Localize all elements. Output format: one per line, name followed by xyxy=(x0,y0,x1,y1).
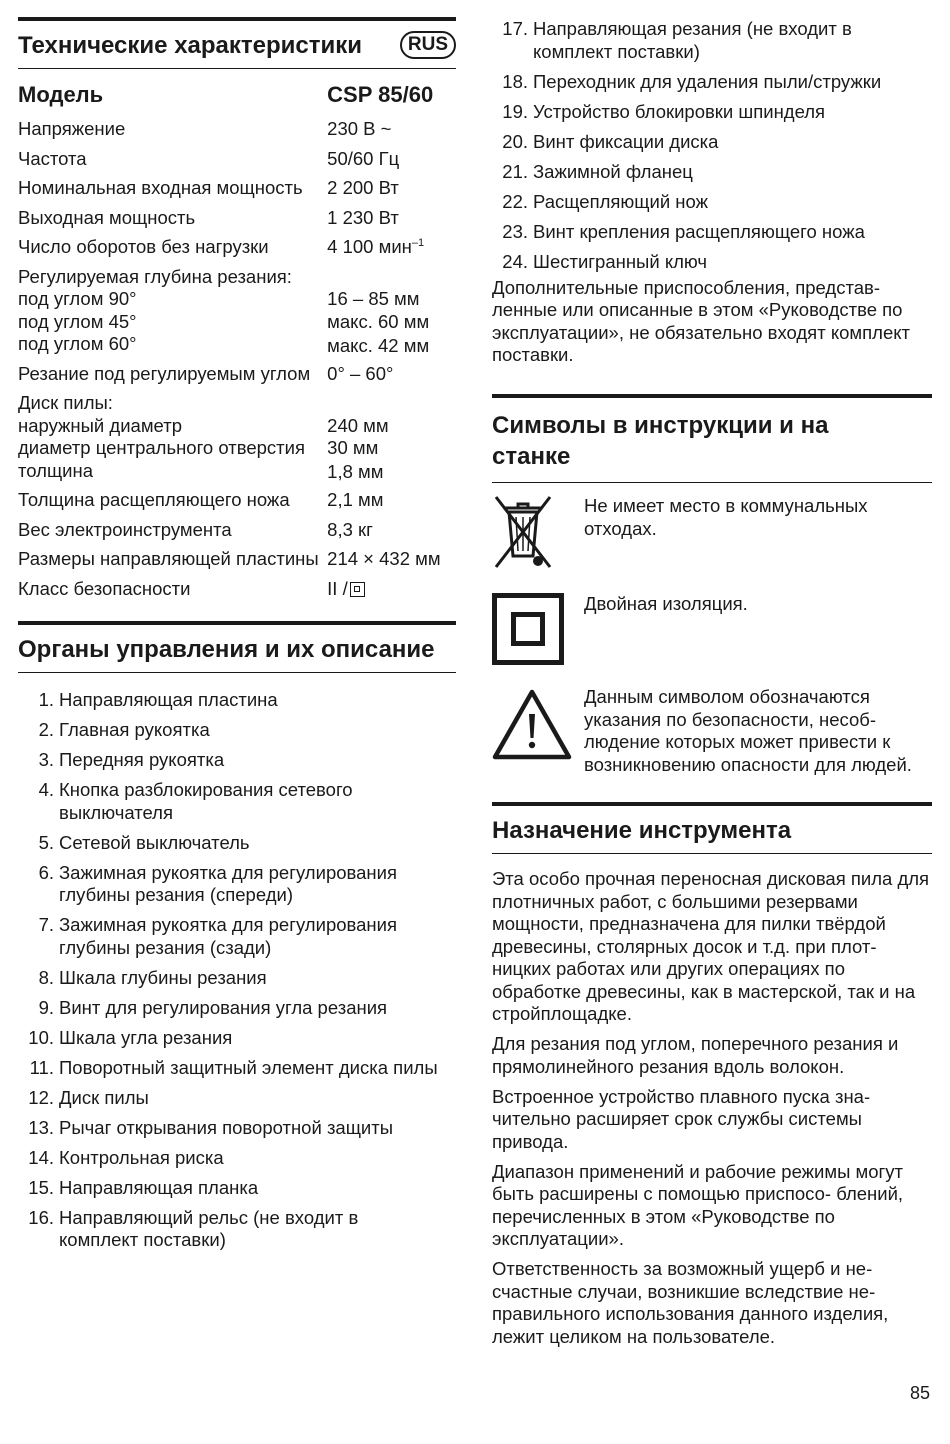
spec-label: Число оборотов без нагрузки xyxy=(18,236,269,257)
list-item: 8. Шкала глубины резания xyxy=(38,966,267,988)
spec-value: 230 В ~ xyxy=(327,118,392,139)
list-item: 14. Контрольная риска xyxy=(28,1146,224,1168)
model-label: Модель xyxy=(18,82,104,107)
spec-label: толщина xyxy=(18,459,94,481)
purpose-title: Назначение инструмента xyxy=(492,817,792,844)
spec-label: Размеры направляющей пластины xyxy=(18,548,319,569)
list-item: 21. Зажимной фланец xyxy=(502,160,693,182)
tech-specs-title: Технические характеристики xyxy=(18,32,363,59)
warning-triangle-icon xyxy=(492,686,570,766)
list-item: 18. Переходник для удаления пыли/стружки xyxy=(502,70,882,92)
crossed-out-bin-icon xyxy=(492,495,570,579)
purpose-paragraph: Эта особо прочная переносная дисковая пила для плотничных работ, с большими резервами мощности, предназначена для пилки твёрдой древесины, столярных досок и т.д. при плот- ницких работах или других операциях по обработке древесины, как в мастерской, так и на стройплощадке. xyxy=(492,868,930,1024)
spec-value: II / xyxy=(327,574,456,604)
spec-value: 2,1 мм xyxy=(327,489,384,510)
spec-label: Толщина расщепляющего ножа xyxy=(18,489,290,510)
purpose-paragraph: Ответственность за возможный ущерб и не- счастные случаи, возникшие вследствие не- правильного использования данного изделия, лежит целиком на пользователе. xyxy=(492,1258,889,1347)
list-item: 4. Кнопка разблокирования сетевого выключателя xyxy=(38,779,353,823)
list-item: 6. Зажимная рукоятка для регулирования глубины резания (спереди) xyxy=(38,861,397,905)
controls-list-continued xyxy=(492,14,932,277)
controls-list xyxy=(18,685,456,1255)
spec-value: 240 мм xyxy=(327,414,389,436)
list-item: 19. Устройство блокировки шпинделя xyxy=(502,100,826,122)
purpose-paragraph: Встроенное устройство плавного пуска зна- чительно расширяет срок службы системы привода. xyxy=(492,1085,871,1152)
list-item: 24. Шестигранный ключ xyxy=(502,250,708,272)
spec-label: Номинальная входная мощность xyxy=(18,177,303,198)
list-item: 3. Передняя рукоятка xyxy=(38,749,225,770)
list-item: 12. Диск пилы xyxy=(28,1086,149,1108)
list-item: 11. Поворотный защитный элемент диска пилы xyxy=(29,1056,438,1078)
spec-label: Класс безопасности xyxy=(18,577,191,599)
spec-value: 1,8 мм xyxy=(327,461,384,482)
purpose-paragraph: Для резания под углом, поперечного резания и прямолинейного резания вдоль волокон. xyxy=(492,1033,899,1077)
spec-label: Выходная мощность xyxy=(18,206,196,228)
spec-label: Частота xyxy=(18,147,87,169)
specs-table xyxy=(18,69,456,603)
double-insulation-icon xyxy=(492,593,570,671)
spec-label: Напряжение xyxy=(18,118,126,139)
accessories-note: Дополнительные приспособления, представ- ленные или описанные в этом «Руководстве по эксплуатации», не обязательно входят комплект поставки. xyxy=(492,276,911,365)
spec-label: Резание под регулируемым углом xyxy=(18,362,311,384)
symbols-title: Символы в инструкции и на станке xyxy=(492,412,829,470)
list-item: 1. Направляющая пластина xyxy=(38,689,278,710)
list-item: 22. Расщепляющий нож xyxy=(502,190,708,212)
symbol-text: Двойная изоляция. xyxy=(584,592,748,614)
protection-class-icon xyxy=(350,582,365,597)
list-item: 13. Рычаг открывания поворотной защиты xyxy=(28,1116,394,1138)
list-item: 10. Шкала угла резания xyxy=(28,1026,233,1048)
list-item: 9. Винт для регулирования угла резания xyxy=(38,996,388,1018)
spec-label: под углом 45° xyxy=(18,310,137,332)
spec-label: под углом 90° xyxy=(18,288,137,309)
spec-value: 4 100 мин$^{-1}$ xyxy=(327,236,425,257)
left-column xyxy=(18,0,456,1255)
spec-value: 0° – 60° xyxy=(327,362,394,384)
symbol-text: Данным символом обозначаются указания по безопасности, несоб- людение которых может привести к возникновению опасности для людей. xyxy=(584,686,912,775)
list-item: 20. Винт фиксации диска xyxy=(502,130,719,152)
list-item: 17. Направляющая резания (не входит в комплект поставки) xyxy=(502,18,852,62)
spec-value: 16 – 85 мм xyxy=(327,288,420,309)
spec-label: наружный диаметр xyxy=(18,414,182,436)
list-item: 7. Зажимная рукоятка для регулирования глубины резания (сзади) xyxy=(38,914,397,958)
list-item: 15. Направляющая планка xyxy=(28,1176,259,1198)
list-item: 23. Винт крепления расщепляющего ножа xyxy=(502,220,865,242)
right-column xyxy=(492,0,932,1356)
spec-value: 8,3 кг xyxy=(327,518,373,540)
spec-value: 214 × 432 мм xyxy=(327,548,441,569)
spec-label: диаметр центрального отверстия xyxy=(18,437,305,458)
spec-value: 50/60 Гц xyxy=(327,147,400,169)
spec-value: макс. 60 мм xyxy=(327,310,430,332)
model-value: CSP 85/60 xyxy=(327,82,434,107)
spec-value: макс. 42 мм xyxy=(327,334,430,356)
symbol-row xyxy=(492,686,932,776)
spec-label: Вес электроинструмента xyxy=(18,518,232,540)
symbol-text: Не имеет место в коммунальных отходах. xyxy=(584,495,868,539)
list-item: 2. Главная рукоятка xyxy=(38,719,210,740)
spec-label: под углом 60° xyxy=(18,333,137,354)
spec-value: 2 200 Вт xyxy=(327,177,399,198)
symbol-row xyxy=(492,593,932,671)
spec-value: 30 мм xyxy=(327,437,379,458)
list-item: 5. Сетевой выключатель xyxy=(38,831,250,853)
symbol-row xyxy=(492,495,932,579)
spec-value: 1 230 Вт xyxy=(327,206,399,228)
spec-group-label: Диск пилы: xyxy=(18,392,113,413)
controls-title: Органы управления и их описание xyxy=(18,636,435,663)
purpose-paragraph: Диапазон применений и рабочие режимы могут быть расширены с помощью приспосо- блений, перечисленных в этом «Руководстве по эксплуатации». xyxy=(492,1160,904,1249)
list-item: 16. Направляющий рельс (не входит в комплект поставки) xyxy=(28,1206,359,1250)
spec-group-label: Регулируемая глубина резания: xyxy=(18,265,292,287)
language-badge: RUS xyxy=(400,31,456,59)
page-number: 85 xyxy=(909,1383,930,1403)
